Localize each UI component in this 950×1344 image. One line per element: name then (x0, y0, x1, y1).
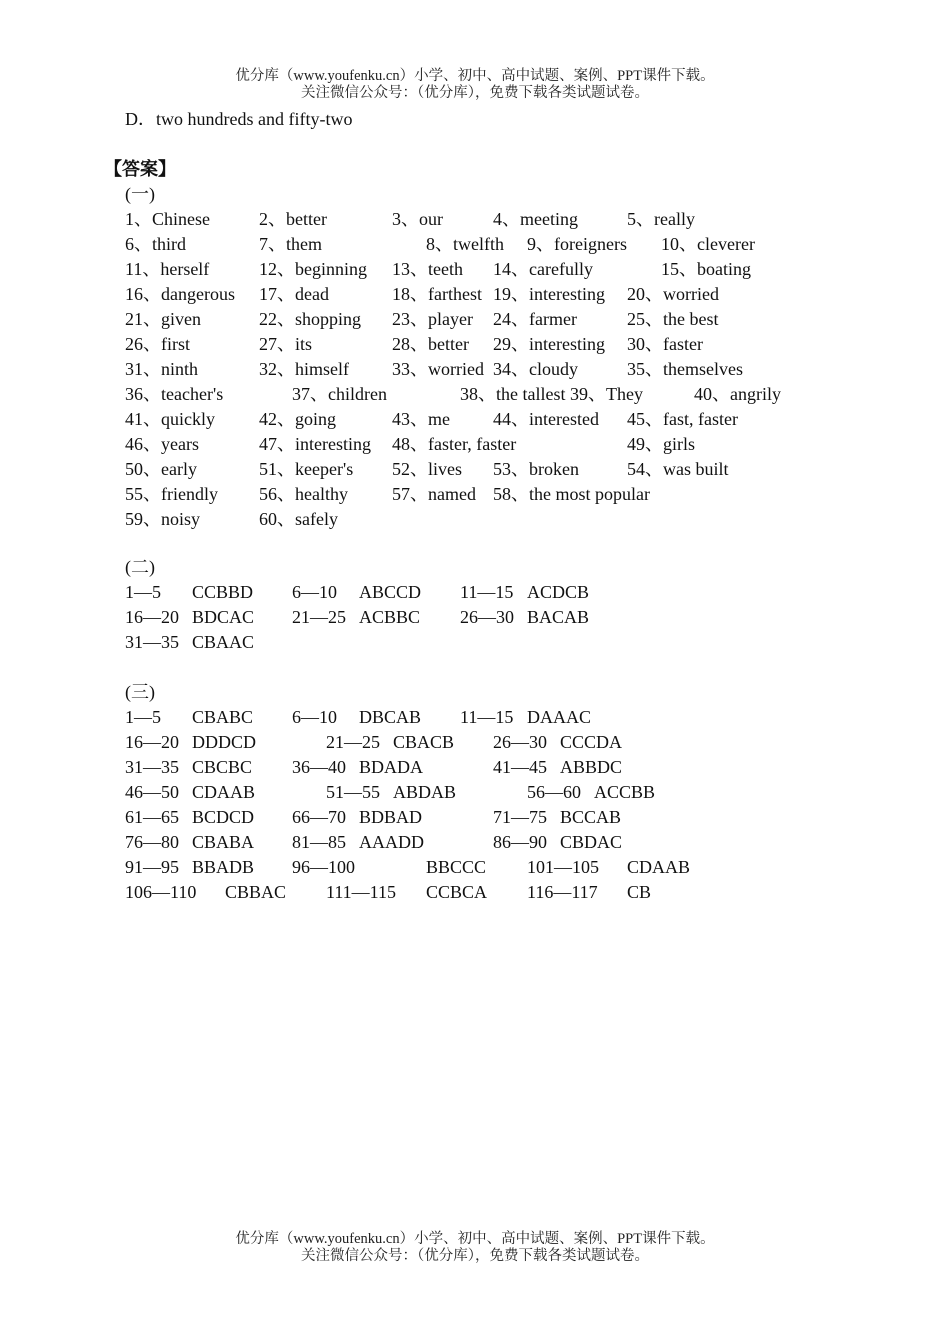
answer-item: 38、the tallest (460, 384, 566, 404)
answer-item: 1—5 (125, 582, 161, 602)
answer-item: 37、children (292, 384, 387, 404)
answer-item: ACCBB (594, 782, 656, 802)
option-d: D．two hundreds and fifty-two (125, 109, 353, 129)
answer-item: CDAAB (627, 857, 691, 877)
answer-item: 15、boating (661, 259, 751, 279)
answer-item: 13、teeth (392, 259, 463, 279)
answer-item: 16—20 (125, 607, 179, 627)
answer-item: 59、noisy (125, 509, 201, 529)
answer-item: 55、friendly (125, 484, 218, 504)
answer-item: 12、beginning (259, 259, 367, 279)
answer-item: 86—90 (493, 832, 547, 852)
answer-item: 1—5 (125, 707, 161, 727)
answer-item: BDCAC (192, 607, 255, 627)
answer-item: 49、girls (627, 434, 696, 454)
answer-item: 51—55 (326, 782, 380, 802)
answer-item: 41、quickly (125, 409, 215, 429)
answer-item: 39、They (570, 384, 643, 404)
answer-item: 21—25 (292, 607, 346, 627)
answer-item: 29、interesting (493, 334, 605, 354)
answer-item: 50、early (125, 459, 197, 479)
answer-item: 23、player (392, 309, 473, 329)
answer-title: 【答案】 (104, 159, 176, 179)
answer-item: 53、broken (493, 459, 579, 479)
answer-item: 10、cleverer (661, 234, 755, 254)
answer-item: 3、our (392, 209, 443, 229)
answer-item: 56—60 (527, 782, 581, 802)
answer-item: 16—20 (125, 732, 179, 752)
header-line-2: 关注微信公众号：（优分库），免费下载各类试题试卷。 (301, 85, 649, 101)
answer-item: ABBDC (560, 757, 623, 777)
answer-item: 14、carefully (493, 259, 593, 279)
answer-item: 43、me (392, 409, 450, 429)
answer-item: BBADB (192, 857, 255, 877)
answer-item: BDBAD (359, 807, 423, 827)
answer-item: 1、Chinese (125, 209, 210, 229)
answer-item: 18、farthest (392, 284, 482, 304)
answer-item: 35、themselves (627, 359, 743, 379)
answer-item: 8、twelfth (426, 234, 504, 254)
answer-item: 61—65 (125, 807, 179, 827)
answer-item: 57、named (392, 484, 476, 504)
answer-item: BDADA (359, 757, 424, 777)
answer-item: ACBBC (359, 607, 421, 627)
answer-item: 40、angrily (694, 384, 781, 404)
answer-item: 111—115 (326, 882, 396, 902)
answer-item: 91—95 (125, 857, 179, 877)
answer-item: 30、faster (627, 334, 703, 354)
answer-item: CBDAC (560, 832, 623, 852)
answer-item: CB (627, 882, 652, 902)
answer-item: 26—30 (493, 732, 547, 752)
answer-item: 60、safely (259, 509, 338, 529)
answer-item: 116—117 (527, 882, 598, 902)
answer-item: 9、foreigners (527, 234, 627, 254)
page-header (0, 68, 950, 102)
answer-item: 32、himself (259, 359, 349, 379)
answer-item: CBBAC (225, 882, 287, 902)
answer-item: 52、lives (392, 459, 462, 479)
answer-item: AAADD (359, 832, 424, 852)
answer-item: 21—25 (326, 732, 380, 752)
answer-item: 17、dead (259, 284, 329, 304)
answer-item: 16、dangerous (125, 284, 235, 304)
section2-label: (二) (125, 557, 155, 577)
answer-item: CBCBC (192, 757, 253, 777)
answer-item: ACDCB (527, 582, 590, 602)
answer-item: BCCAB (560, 807, 622, 827)
answer-item: 33、worried (392, 359, 484, 379)
answer-item: 25、the best (627, 309, 719, 329)
answer-item: CCBCA (426, 882, 488, 902)
answer-item: 31—35 (125, 632, 179, 652)
answer-item: 34、cloudy (493, 359, 578, 379)
answer-item: BCDCD (192, 807, 255, 827)
answer-item: 2、better (259, 209, 327, 229)
answer-item: 5、really (627, 209, 695, 229)
footer-line-2: 关注微信公众号：（优分库），免费下载各类试题试卷。 (301, 1248, 649, 1264)
answer-item: 56、healthy (259, 484, 348, 504)
answer-item: 36—40 (292, 757, 346, 777)
section3-label: (三) (125, 682, 155, 702)
answer-item: 27、its (259, 334, 313, 354)
answer-item: ABDAB (393, 782, 457, 802)
answer-item: 11—15 (460, 582, 514, 602)
answer-item: 26、first (125, 334, 190, 354)
answer-item: 28、better (392, 334, 469, 354)
answer-item: DDDCD (192, 732, 257, 752)
answer-item: 96—100 (292, 857, 355, 877)
answer-item: 46—50 (125, 782, 179, 802)
answer-item: 48、faster, faster (392, 434, 517, 454)
answer-item: CBABC (192, 707, 254, 727)
answer-item: 11、herself (125, 259, 210, 279)
answer-item: ABCCD (359, 582, 422, 602)
answer-item: 26—30 (460, 607, 514, 627)
answer-item: 71—75 (493, 807, 547, 827)
answer-item: 19、interesting (493, 284, 605, 304)
answer-item: 6—10 (292, 582, 337, 602)
answer-item: 36、teacher's (125, 384, 224, 404)
header-line-1: 优分库（www.youfenku.cn）小学、初中、高中试题、案例、PPT课件下载。 (235, 68, 715, 84)
answer-item: 11—15 (460, 707, 514, 727)
answer-item: 45、fast, faster (627, 409, 738, 429)
answer-item: 31、ninth (125, 359, 199, 379)
answer-item: 106—110 (125, 882, 197, 902)
answer-item: 6—10 (292, 707, 337, 727)
answer-item: 46、years (125, 434, 199, 454)
answer-item: 41—45 (493, 757, 547, 777)
answer-item: BACAB (527, 607, 590, 627)
answer-item: 58、the most popular (493, 484, 650, 504)
answer-item: 47、interesting (259, 434, 371, 454)
answer-item: CCBBD (192, 582, 254, 602)
page-footer (0, 1231, 950, 1265)
answer-item: 101—105 (527, 857, 599, 877)
answer-item: CBACB (393, 732, 455, 752)
answer-item: BBCCC (426, 857, 487, 877)
answer-item: 21、given (125, 309, 201, 329)
answer-item: 81—85 (292, 832, 346, 852)
answer-item: 20、worried (627, 284, 719, 304)
answer-item: 42、going (259, 409, 337, 429)
answer-item: CBABA (192, 832, 255, 852)
answer-item: 22、shopping (259, 309, 362, 329)
answer-item: CBAAC (192, 632, 255, 652)
answer-item: 4、meeting (493, 209, 578, 229)
answer-item: DAAAC (527, 707, 592, 727)
section1-label: (一) (125, 184, 155, 204)
answer-item: 54、was built (627, 459, 729, 479)
answer-item: 44、interested (493, 409, 599, 429)
answer-item: DBCAB (359, 707, 422, 727)
answer-item: 51、keeper's (259, 459, 354, 479)
answer-item: 66—70 (292, 807, 346, 827)
footer-line-1: 优分库（www.youfenku.cn）小学、初中、高中试题、案例、PPT课件下载。 (235, 1231, 715, 1247)
answer-item: 76—80 (125, 832, 179, 852)
answer-item: CDAAB (192, 782, 256, 802)
answer-item: 31—35 (125, 757, 179, 777)
answer-item: 24、farmer (493, 309, 577, 329)
answer-item: CCCDA (560, 732, 623, 752)
answer-item: 6、third (125, 234, 186, 254)
answer-item: 7、them (259, 234, 322, 254)
